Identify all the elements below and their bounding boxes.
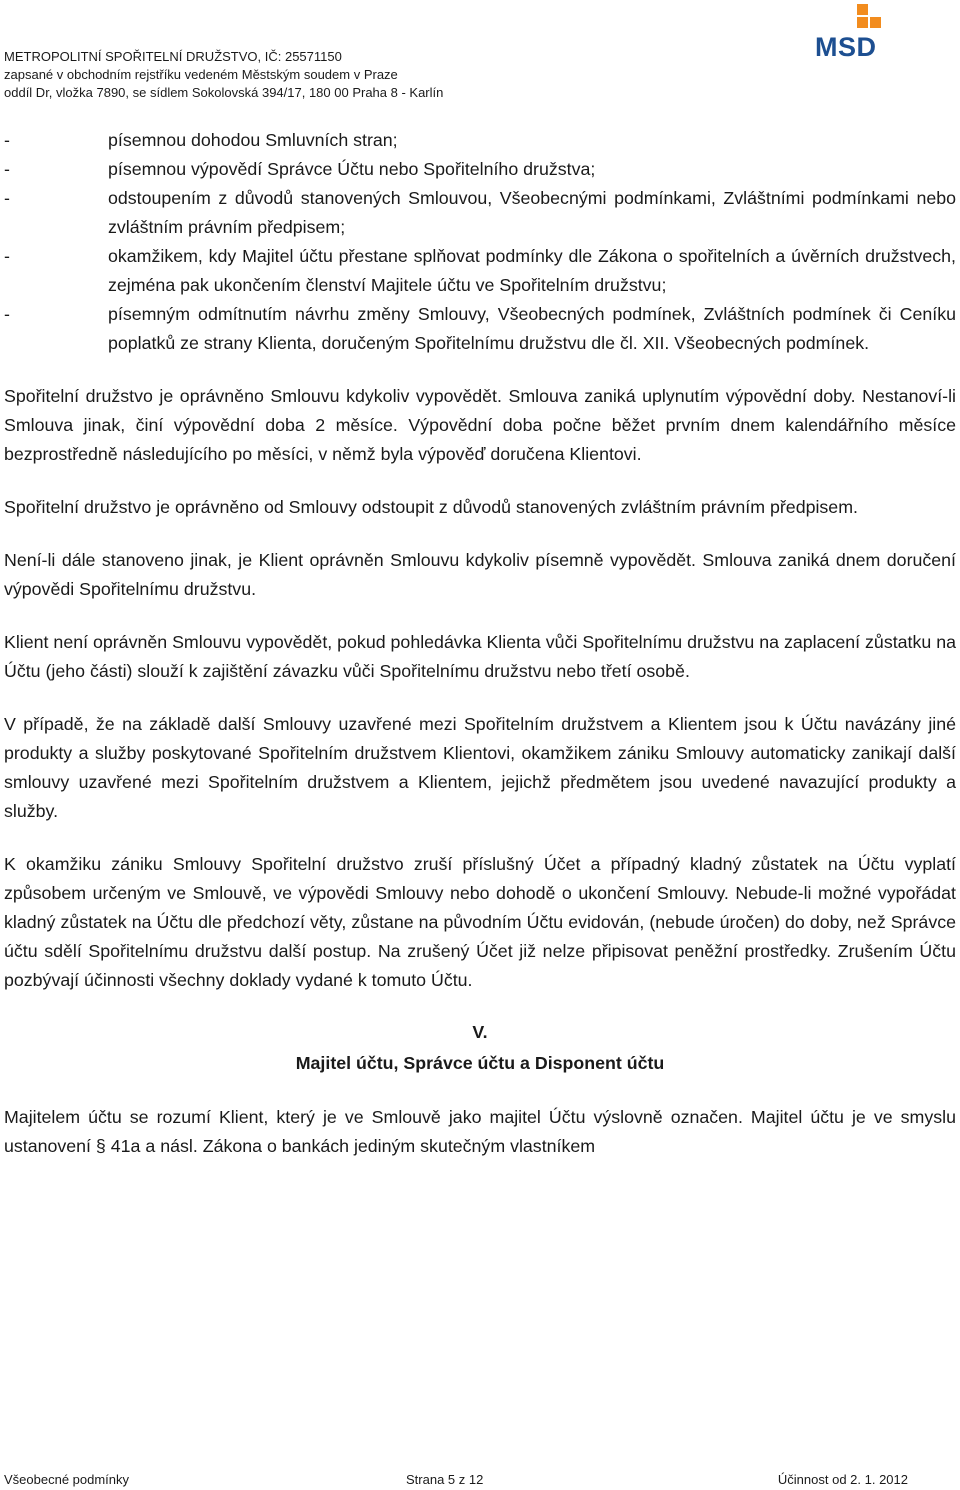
list-item: - odstoupením z důvodů stanovených Smlouvou, Všeobecnými podmínkami, Zvláštními podmínkami nebo zvláštním právním předpisem; [4,184,956,242]
footer-effective-date: Účinnost od 2. 1. 2012 [777,1472,908,1487]
document-body [4,126,956,1161]
page-header [4,48,443,102]
msd-logo [813,4,883,62]
header-address: oddíl Dr, vložka 7890, se sídlem Sokolovská 394/17, 180 00 Praha 8 - Karlín [4,85,444,100]
paragraph: Spořitelní družstvo je oprávněno od Smlouvy odstoupit z důvodů stanovených zvláštním právním předpisem. [4,497,858,517]
header-registry: zapsané v obchodním rejstříku vedeném Městským soudem v Praze [4,67,398,82]
list-item: - písemnou výpovědí Správce Účtu nebo Spořitelního družstva; [4,155,956,184]
list-dash: - [4,188,10,208]
list-dash: - [4,130,10,150]
footer-page-number: Strana 5 z 12 [406,1472,484,1487]
list-dash: - [4,304,10,324]
list-item: - okamžikem, kdy Majitel účtu přestane splňovat podmínky dle Zákona o spořitelních a úvěrních družstvech, zejména pak ukončením členství Majitele účtu ve Spořitelním družstvu; [4,242,956,300]
paragraph: K okamžiku zániku Smlouvy Spořitelní družstvo zruší příslušný Účet a případný kladný zůstatek na Účtu vyplatí způsobem určeným ve Smlouvě, ve výpovědi Smlouvy nebo dohodě o ukončení Smlouvy. Nebude-li možné vypořádat kladný zůstatek na Účtu dle předchozí věty, zůstane na původním Účtu evidován, (nebude úročen) do doby, než Správce účtu sdělí Spořitelnímu družstvu další postup. Na zrušený Účet již nelze připisovat peněžní prostředky. Zrušením Účtu pozbývají účinnosti všechny doklady vydané k tomuto Účtu. [4,854,956,990]
termination-list [4,126,956,358]
logo-squares-icon [857,4,881,32]
logo-text: MSD [815,32,877,62]
list-item: - písemným odmítnutím návrhu změny Smlouvy, Všeobecných podmínek, Zvláštních podmínek či Ceníku poplatků ze strany Klienta, doručeným Spořitelnímu družstvu dle čl. XII. Všeobecných podmínek. [4,300,956,358]
paragraph: Klient není oprávněn Smlouvu vypovědět, pokud pohledávka Klienta vůči Spořitelnímu družstvu na zaplacení zůstatku na Účtu (jeho části) slouží k zajištění závazku vůči Spořitelnímu družstvu nebo třetí osobě. [4,632,956,681]
list-item: - písemnou dohodou Smluvních stran; [4,126,956,155]
list-dash: - [4,246,10,266]
paragraph: V případě, že na základě další Smlouvy uzavřené mezi Spořitelním družstvem a Klientem jsou k Účtu navázány jiné produkty a služby poskytované Spořitelním družstvem Klientovi, okamžikem zániku Smlouvy automaticky zanikají další smlouvy uzavřené mezi Spořitelním družstvem a Klientem, jejichž předmětem jsou uvedené navazující produkty a služby. [4,714,956,821]
section-title: Majitel účtu, Správce účtu a Disponent účtu [295,1053,665,1073]
paragraph: Není-li dále stanoveno jinak, je Klient oprávněn Smlouvu kdykoliv písemně vypovědět. Smlouva zaniká dnem doručení výpovědi Spořitelnímu družstvu. [4,550,956,599]
section-number: V. [472,1022,488,1042]
header-company-name: METROPOLITNÍ SPOŘITELNÍ DRUŽSTVO, IČ: 25571150 [4,49,342,64]
footer-doc-name: Všeobecné podmínky [4,1472,130,1487]
paragraph: Spořitelní družstvo je oprávněno Smlouvu kdykoliv vypovědět. Smlouva zaniká uplynutím výpovědní doby. Nestanoví-li Smlouva jinak, činí výpovědní doba 2 měsíce. Výpovědní doba počne běžet prvním dnem kalendářního měsíce bezprostředně následujícího po měsíci, v němž byla výpověď doručena Klientovi. [4,386,956,464]
list-dash: - [4,159,10,179]
paragraph: Majitelem účtu se rozumí Klient, který je ve Smlouvě jako majitel Účtu výslovně označen. Majitel účtu je ve smyslu ustanovení § 41a a násl. Zákona o bankách jediným skutečným vlastníkem [4,1107,956,1156]
